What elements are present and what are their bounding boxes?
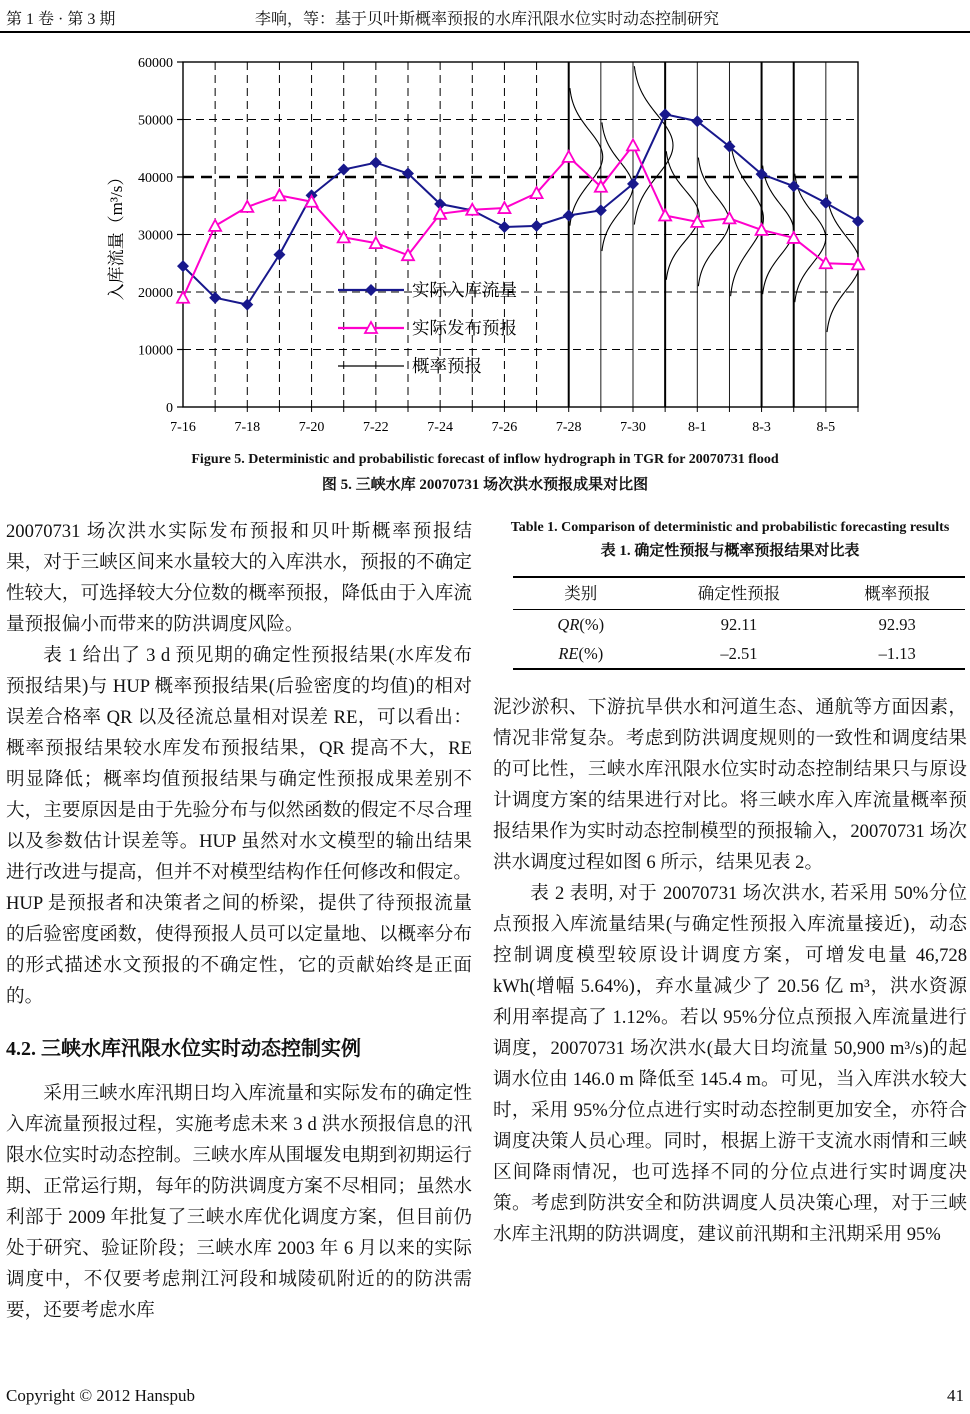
svg-text:7-22: 7-22 xyxy=(363,420,389,435)
journal-issue: 第 1 卷 · 第 3 期 xyxy=(6,11,116,28)
table-row xyxy=(513,610,965,639)
svg-text:7-24: 7-24 xyxy=(427,420,453,435)
running-title: 李响，等：基于贝叶斯概率预报的水库汛限水位实时动态控制研究 xyxy=(255,11,720,28)
svg-text:20000: 20000 xyxy=(138,286,173,301)
left-column xyxy=(6,516,472,1326)
table-title-en: Table 1. Comparison of deterministic and probabilistic forecasting results xyxy=(510,520,950,535)
metric-unit: (%) xyxy=(578,644,604,663)
table-header-cell: 概率预报 xyxy=(864,584,931,603)
page-number: 41 xyxy=(947,1386,964,1405)
table-header-cell: 类别 xyxy=(564,584,598,603)
paragraph: 表 1 给出了 3 d 预见期的确定性预报结果(水库发布预报结果)与 HUP 概率预报结果(后验密度的均值)的相对误差合格率 QR 以及径流总量相对误差 RE，可以看出：概率预报结果较水库发布预报结果，QR 提高不大，RE 明显降低；概率均值预报结果与确定性预报成果差别不大，主要原因是由于先验分布与似然函数的假定不尽合理以及参数估计误差等。HUP 虽然对水文模型的输出结果进行改进与提高，但并不对模型结构作任何修改和假定。HUP 是预报者和决策者之间的桥梁，提供了待预报流量的后验密度函数，使得预报人员可以定量地、以概率分布的形式描述水文预报的不确定性，它的贡献始终是正面的。 xyxy=(6,645,472,1007)
inflow-hydrograph-chart xyxy=(100,52,870,444)
paragraph: 表 2 表明, 对于 20070731 场次洪水, 若采用 50%分位点预报入库流量结果(与确定性预报入库流量接近)，动态控制调度模型较原设计调度方案，可增发电量 46,728 kWh(增幅 5.64%)，弃水量减少了 20.56 亿 m³，洪水资源利用率提高了 1.12%。若以 95%分位点预报入库流量进行调度，20070731 场次洪水(最大日均流量 50,900 m³/s)的起调水位由 146.0 m 降低至 145.4 m。可见，当入库洪水较大时，采用 95%分位点进行实时动态控制更加安全，亦符合调度决策人员心理。同时，根据上游干支流水雨情和三峡区间降雨情况，也可选择不同的分位点进行实时调度决策。考虑到防洪安全和防洪调度人员决策心理，对于三峡水库主汛期的防洪调度，建议前汛期和主汛期采用 95% xyxy=(493,883,967,1245)
svg-text:40000: 40000 xyxy=(138,171,173,186)
svg-text:50000: 50000 xyxy=(138,113,173,129)
table-header-cell: 确定性预报 xyxy=(697,584,781,603)
svg-text:30000: 30000 xyxy=(138,228,173,244)
svg-text:0: 0 xyxy=(166,401,173,416)
paragraph: 20070731 场次洪水实际发布预报和贝叶斯概率预报结果，对于三峡区间来水量较大的入库洪水，预报的不确定性较大，可选择较大分位数的概率预报，降低由于入库流量预报偏小而带来的防洪调度风险。 xyxy=(6,521,472,635)
figure-caption-en: Figure 5. Deterministic and probabilistic forecast of inflow hydrograph in TGR for 20070731 flood xyxy=(191,452,779,467)
svg-text:7-28: 7-28 xyxy=(555,420,582,435)
table-cell-value: –1.13 xyxy=(878,644,916,663)
table-cell-label xyxy=(513,609,649,640)
svg-text:7-26: 7-26 xyxy=(491,420,518,435)
right-column xyxy=(493,516,967,1250)
table-title-cn: 表 1. 确定性预报与概率预报结果对比表 xyxy=(600,543,860,559)
svg-text:7-16: 7-16 xyxy=(170,420,196,435)
table-cell-value: 92.11 xyxy=(720,615,758,634)
svg-text:8-3: 8-3 xyxy=(752,420,771,435)
chart-svg xyxy=(100,52,870,444)
table-header-row xyxy=(513,578,965,610)
svg-text:7-30: 7-30 xyxy=(620,420,646,435)
table-row xyxy=(513,639,965,668)
table-cell-value: –2.51 xyxy=(720,644,758,663)
svg-text:入库流量（m³/s）: 入库流量（m³/s） xyxy=(107,168,126,301)
svg-text:8-5: 8-5 xyxy=(816,420,836,435)
paragraph: 采用三峡水库汛期日均入库流量和实际发布的确定性入库流量预报过程，实施考虑未来 3 d 洪水预报信息的汛限水位实时动态控制。三峡水库从围堰发电期到初期运行期、正常运行期，每年的防洪调度方案不尽相同；虽然水利部于 2009 年批复了三峡水库优化调度方案，但目前仍处于研究、验证阶段；三峡水库 2003 年 6 月以来的实际调度中，不仅要考虑荆江河段和城陵矶附近的的防洪需要，还要考虑水库 xyxy=(6,1083,472,1321)
metric-unit: (%) xyxy=(579,615,605,634)
metric-symbol: RE xyxy=(558,644,579,663)
svg-text:7-20: 7-20 xyxy=(298,420,325,435)
figure-caption-cn: 图 5. 三峡水库 20070731 场次洪水预报成果对比图 xyxy=(321,477,649,493)
metric-symbol: QR xyxy=(557,615,580,634)
svg-text:60000: 60000 xyxy=(138,56,173,71)
copyright-text: Copyright © 2012 Hanspub xyxy=(6,1386,196,1405)
svg-text:实际入库流量: 实际入库流量 xyxy=(412,280,517,300)
svg-text:7-18: 7-18 xyxy=(234,420,261,435)
svg-text:概率预报: 概率预报 xyxy=(412,356,482,376)
svg-text:10000: 10000 xyxy=(138,343,173,359)
comparison-table xyxy=(513,576,965,670)
table-cell-label xyxy=(513,638,649,669)
paragraph: 泥沙淤积、下游抗旱供水和河道生态、通航等方面因素，情况非常复杂。考虑到防洪调度规则的一致性和调度结果的可比性，三峡水库汛限水位实时动态控制结果只与原设计调度方案的结果进行对比。将三峡水库入库流量概率预报结果作为实时动态控制模型的预报输入，20070731 场次洪水调度过程如图 6 所示，结果见表 2。 xyxy=(493,697,967,873)
page-header xyxy=(0,0,970,33)
table-cell-value: 92.93 xyxy=(878,615,916,634)
section-heading-4-2: 4.2. 三峡水库汛限水位实时动态控制实例 xyxy=(6,1038,361,1060)
svg-text:8-1: 8-1 xyxy=(687,420,707,435)
svg-text:实际发布预报: 实际发布预报 xyxy=(412,318,517,338)
